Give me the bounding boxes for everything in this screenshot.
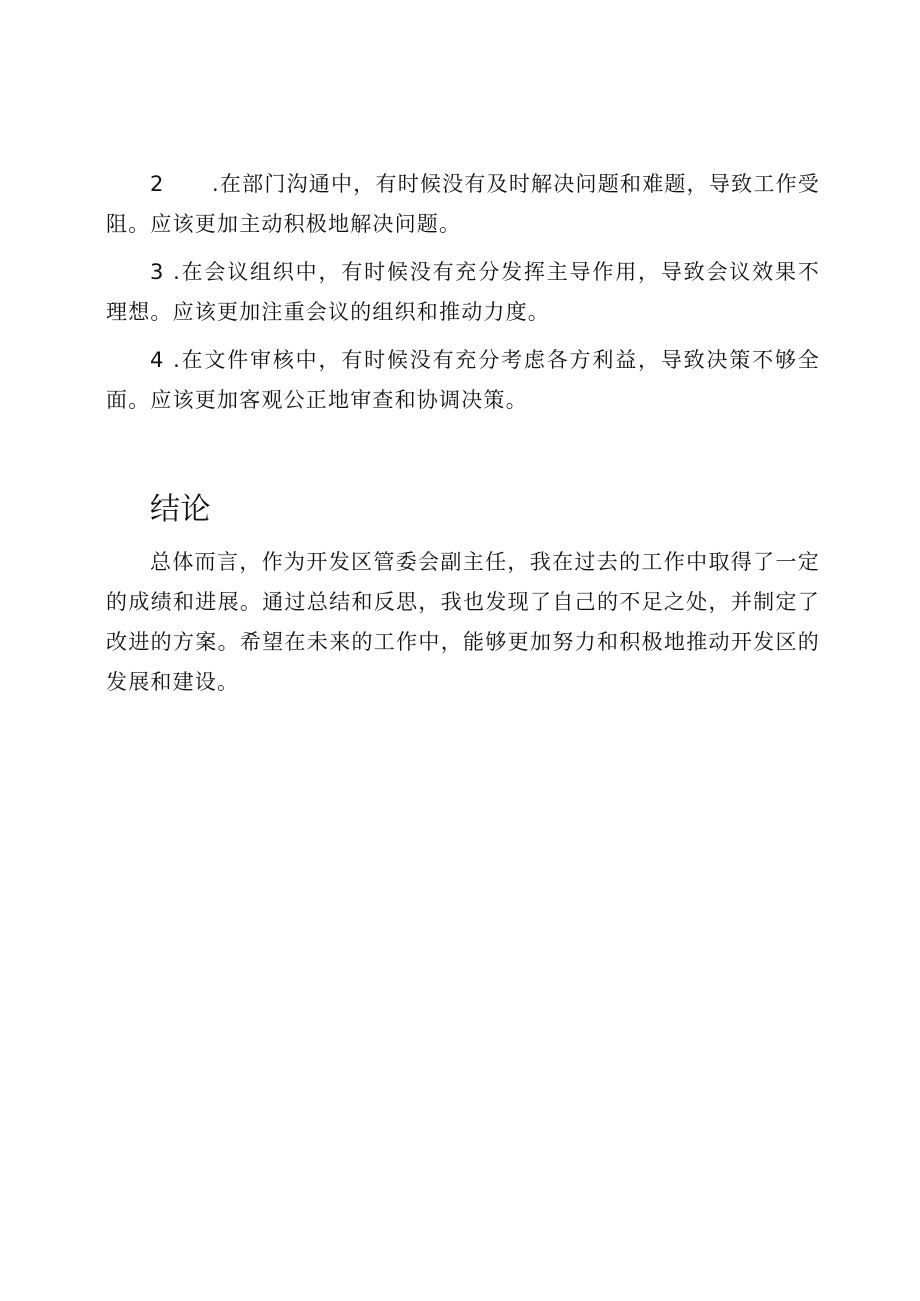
list-item-text: .在部门沟通中，有时候没有及时解决问题和难题，导致工作受阻。应该更加主动积极地解决问题。 [106, 172, 820, 236]
list-item-3 [106, 252, 820, 332]
section-heading-conclusion: 结论 [150, 492, 211, 527]
list-item-4 [106, 340, 820, 420]
list-item-number: 2 [150, 172, 165, 196]
conclusion-paragraph: 总体而言，作为开发区管委会副主任，我在过去的工作中取得了一定的成绩和进展。通过总结和反思，我也发现了自己的不足之处，并制定了改进的方案。希望在未来的工作中，能够更加努力和积极地推动开发区的发展和建设。 [106, 550, 820, 694]
list-item-number: 3 [150, 260, 165, 284]
document-content [106, 164, 820, 702]
list-item-text: .在文件审核中，有时候没有充分考虑各方利益，导致决策不够全面。应该更加客观公正地审查和协调决策。 [106, 348, 820, 412]
list-item-2 [106, 164, 820, 244]
list-item-text: .在会议组织中，有时候没有充分发挥主导作用，导致会议效果不理想。应该更加注重会议的组织和推动力度。 [106, 260, 820, 324]
list-item-number: 4 [150, 348, 165, 372]
